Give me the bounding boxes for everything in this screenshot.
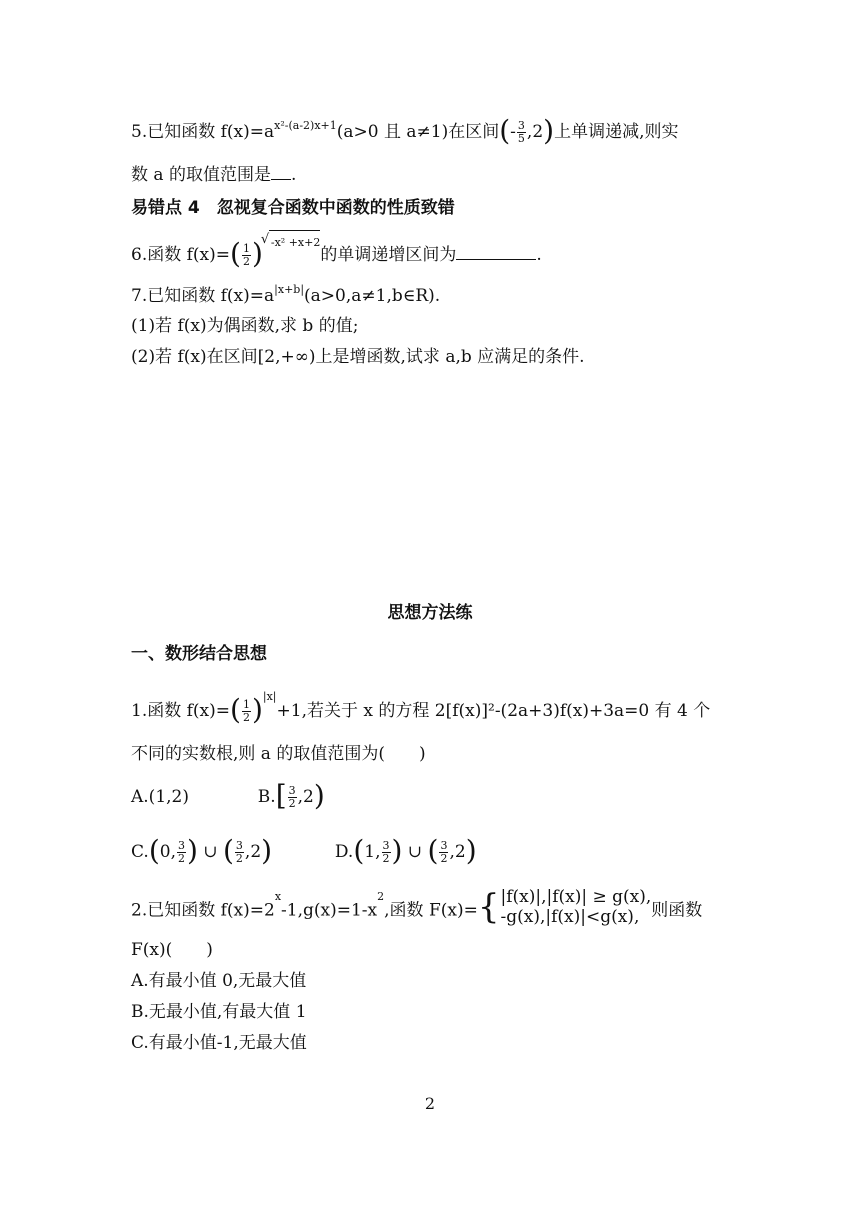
q6-suffix: 的单调递增区间为 <box>320 245 457 265</box>
p2-suffix: 则函数 <box>651 900 703 921</box>
p2-mid: -1,g(x)=1-x <box>281 900 378 921</box>
q6-fraction <box>242 243 251 268</box>
page-number: 2 <box>424 1094 436 1113</box>
p1-option-a: A.(1,2) <box>131 787 189 807</box>
p1-options-ab <box>131 778 325 812</box>
q6-paren-left: ( <box>230 236 241 270</box>
p2-exp-2: 2 <box>377 890 385 903</box>
subsection-heading: 一、数形结合思想 <box>131 644 267 664</box>
q5-paren-left: ( <box>499 113 511 147</box>
p1-c-fraction2 <box>235 840 244 865</box>
union-symbol: ∪ <box>407 842 423 862</box>
p2-line1 <box>131 887 703 931</box>
q5-fraction <box>517 120 526 145</box>
p1-option-c-label: C. <box>131 842 149 862</box>
frac-num: 3 <box>235 839 243 852</box>
q7-part2: (2)若 f(x)在区间[2,+∞)上是增函数,试求 a,b 应满足的条件. <box>131 347 585 367</box>
frac-den: 2 <box>288 797 296 810</box>
union-symbol: ∪ <box>203 842 218 862</box>
q6-end: . <box>536 245 542 265</box>
section-title: 思想方法练 <box>387 603 473 623</box>
paren-left: ( <box>353 833 365 867</box>
p1-line2: 不同的实数根,则 a 的取值范围为( ) <box>131 744 426 764</box>
p1-c-rest: ,2 <box>244 842 262 862</box>
frac-den: 2 <box>382 852 390 865</box>
frac-num: 3 <box>440 839 448 852</box>
p1-fraction <box>242 699 251 724</box>
p1-line1 <box>131 690 711 726</box>
heading-error-point-4: 易错点 4 忽视复合函数中函数的性质致错 <box>131 198 455 218</box>
p1-b-fraction <box>288 785 297 810</box>
paren-right: ) <box>186 833 198 867</box>
frac-den: 2 <box>440 852 448 865</box>
paren-right: ) <box>465 833 477 867</box>
q5-frac-num: 3 <box>517 119 525 132</box>
p2-exp-x: x <box>274 890 282 903</box>
p1-exponent: |x| <box>262 690 277 703</box>
piecewise-rows <box>500 887 651 927</box>
p1-d-rest: ,2 <box>449 842 466 862</box>
p1-paren-left: ( <box>230 692 241 726</box>
paren-right: ) <box>261 833 273 867</box>
piecewise-function <box>478 887 651 927</box>
answer-blank <box>271 165 291 180</box>
frac-num: 3 <box>382 839 390 852</box>
q5-line2 <box>131 163 296 187</box>
p1-option-b-label: B. <box>257 787 276 807</box>
p1-b-rest: ,2 <box>297 787 314 807</box>
paren-right: ) <box>313 778 325 812</box>
frac-den: 2 <box>235 852 243 865</box>
p2-line2: F(x)( ) <box>131 940 213 960</box>
p2-option-a: A.有最小值 0,无最大值 <box>131 971 307 991</box>
frac-num: 3 <box>288 784 296 797</box>
p1-option-d-label: D. <box>334 842 354 862</box>
q7-line1 <box>131 284 440 308</box>
q6-prefix: 6.函数 f(x)= <box>131 245 231 265</box>
answer-blank <box>456 245 536 260</box>
p2-mid2: ,函数 F(x)= <box>384 900 478 921</box>
q5-frac-den: 5 <box>517 132 525 145</box>
q5-line1 <box>131 113 679 147</box>
q5-exponent: x²-(a-2)x+1 <box>274 119 337 132</box>
p1-paren-right: ) <box>251 692 263 726</box>
piecewise-case-1: |f(x)|,|f(x)| ≥ g(x), <box>500 887 652 907</box>
q5-line2-text: 数 a 的取值范围是 <box>131 165 271 185</box>
p2-option-c: C.有最小值-1,无最大值 <box>131 1033 307 1053</box>
p1-prefix: 1.函数 f(x)= <box>131 701 231 721</box>
p1-frac-num: 1 <box>242 698 250 711</box>
q5-text-b: (a>0 且 a≠1)在区间 <box>336 122 500 142</box>
paren-left: ( <box>427 833 439 867</box>
brace-left: { <box>477 887 500 927</box>
q6-paren-right: ) <box>251 236 263 270</box>
paren-right: ) <box>391 833 403 867</box>
q5-interval-rest: ,2 <box>526 122 544 142</box>
q7-exponent: |x+b| <box>274 283 305 296</box>
p2-option-b: B.无最小值,有最大值 1 <box>131 1002 307 1022</box>
q6-frac-num: 1 <box>242 242 250 255</box>
bracket-left: [ <box>275 778 287 812</box>
paren-left: ( <box>222 833 234 867</box>
q6-sqrt-exponent: √ -x² +x+2 <box>269 230 320 255</box>
p1-c-first: 0, <box>159 842 176 862</box>
paren-left: ( <box>148 833 160 867</box>
q6-line <box>131 236 542 270</box>
q5-line2-end: . <box>290 165 297 185</box>
p1-d-first: 1, <box>364 842 381 862</box>
q5-text-c: 上单调递减,则实 <box>554 122 679 142</box>
q5-text-a: 5.已知函数 f(x)=a <box>131 122 275 142</box>
p1-options-cd <box>131 833 477 867</box>
p1-frac-den: 2 <box>242 711 250 724</box>
frac-den: 2 <box>177 852 185 865</box>
q5-paren-right: ) <box>543 113 555 147</box>
p1-d-fraction <box>382 840 391 865</box>
q7-text-b: (a>0,a≠1,b∈R). <box>304 286 441 306</box>
p1-rest: +1,若关于 x 的方程 2[f(x)]²-(2a+3)f(x)+3a=0 有 4 个 <box>276 701 711 721</box>
frac-num: 3 <box>177 839 185 852</box>
q7-text-a: 7.已知函数 f(x)=a <box>131 286 275 306</box>
q5-neg: - <box>510 122 516 142</box>
q6-frac-den: 2 <box>242 255 250 268</box>
piecewise-case-2: -g(x),|f(x)|<g(x), <box>500 907 640 927</box>
p1-d-fraction2 <box>439 840 448 865</box>
p1-c-fraction <box>177 840 186 865</box>
p2-prefix: 2.已知函数 f(x)=2 <box>131 900 275 921</box>
q7-part1: (1)若 f(x)为偶函数,求 b 的值; <box>131 316 359 336</box>
